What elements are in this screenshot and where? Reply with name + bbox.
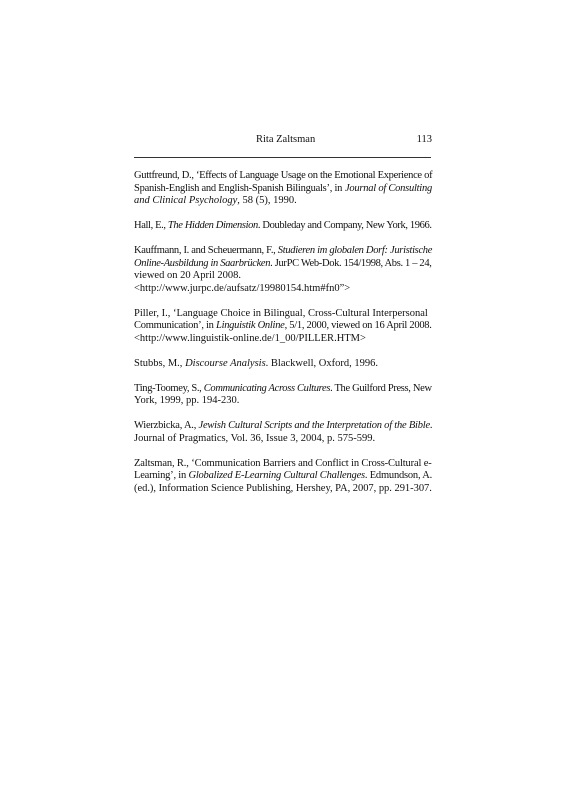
reference-text: Zaltsman, R., ‘Communication Barriers and Conflict in Cross-Cultural e- [134, 457, 432, 469]
reference-text: , 5/1, 2000, viewed on 16 April 2008. [284, 320, 432, 331]
reference-text: Hall, E., [134, 220, 168, 231]
reference-text: . JurPC Web-Dok. 154/1998, Abs. 1 – 24, [270, 257, 432, 269]
reference-line [134, 433, 432, 446]
reference-title: Linguistik Online [216, 320, 285, 331]
reference-text: Wierzbicka, A., [134, 420, 199, 431]
reference-text: York, 1999, pp. 194-230. [134, 395, 240, 406]
reference-title: The Hidden Dimension [167, 220, 258, 231]
reference-title: Jewish Cultural Scripts and the Interpretation of the Bible [198, 420, 430, 431]
reference-title: Online-Ausbildung in Saarbrücken [134, 257, 271, 269]
reference-text: Stubbs, M., [134, 357, 186, 369]
reference-text: viewed on 20 April 2008. [134, 270, 242, 281]
reference-line [134, 358, 432, 371]
reference-stubbs [134, 358, 432, 371]
reference-title: Communicating Across Cultures [203, 382, 331, 394]
reference-text: (ed.), Information Science Publishing, Hershey, PA, 2007, pp. 291-307. [134, 482, 432, 494]
reference-line [134, 220, 432, 233]
reference-text: . [429, 420, 433, 431]
reference-text: . Edmundson, A. [364, 470, 432, 481]
reference-wierzbicka [134, 420, 432, 445]
reference-line [134, 320, 432, 333]
reference-text: . Doubleday and Company, New York, 1966. [257, 220, 432, 231]
page-number: 113 [416, 134, 432, 145]
reference-line [134, 245, 432, 258]
reference-line [134, 183, 432, 196]
reference-zaltsman [134, 458, 432, 496]
reference-list [134, 170, 432, 508]
reference-text: Communication’, in [134, 320, 216, 331]
reference-line [134, 470, 432, 483]
reference-line [134, 308, 432, 321]
reference-piller [134, 308, 432, 346]
reference-text: Kauffmann, I. and Scheuermann, F., [134, 245, 278, 256]
reference-ting-toomey [134, 383, 432, 408]
reference-line [134, 395, 432, 408]
reference-text: <http://www.linguistik-online.de/1_00/PILLER.HTM> [134, 332, 366, 344]
reference-title: Studieren im globalen Dorf: Juristische [277, 245, 433, 256]
reference-guttfreund [134, 170, 432, 208]
reference-hall [134, 220, 432, 233]
reference-title: Discourse Analysis [185, 357, 266, 369]
reference-url [134, 333, 432, 346]
reference-text: Ting-Toomey, S., [134, 382, 204, 394]
reference-line [134, 383, 432, 396]
running-header [134, 133, 432, 147]
reference-text: Learning’, in [134, 470, 189, 481]
reference-title: Journal of Consulting [345, 182, 432, 194]
reference-text: Guttfreund, D., ‘Effects of Language Usage on the Emotional Experience of [134, 170, 433, 181]
reference-text: Journal of Pragmatics, Vol. 36, Issue 3, 2004, p. 575-599. [134, 432, 376, 444]
reference-kauffmann [134, 245, 432, 295]
running-head-author: Rita Zaltsman [256, 134, 316, 145]
reference-text: Piller, I., ‘Language Choice in Bilingual, Cross-Cultural Interpersonal [134, 307, 428, 319]
reference-text: Spanish-English and English-Spanish Bilinguals’, in [134, 182, 345, 194]
reference-text: . The Guilford Press, New [330, 382, 432, 394]
reference-line [134, 270, 432, 283]
reference-line [134, 483, 432, 496]
reference-title: Globalized E-Learning Cultural Challenges [188, 470, 365, 481]
reference-text: <http://www.jurpc.de/aufsatz/19980154.htm#fn0”> [134, 282, 351, 294]
reference-line [134, 458, 432, 471]
reference-line [134, 195, 432, 208]
reference-url [134, 283, 432, 296]
header-rule [134, 157, 431, 158]
reference-title: and Clinical Psychology [134, 195, 238, 206]
reference-line [134, 170, 432, 183]
reference-line [134, 258, 432, 271]
reference-text: , 58 (5), 1990. [237, 195, 297, 206]
reference-line [134, 420, 432, 433]
reference-text: . Blackwell, Oxford, 1996. [265, 357, 378, 369]
